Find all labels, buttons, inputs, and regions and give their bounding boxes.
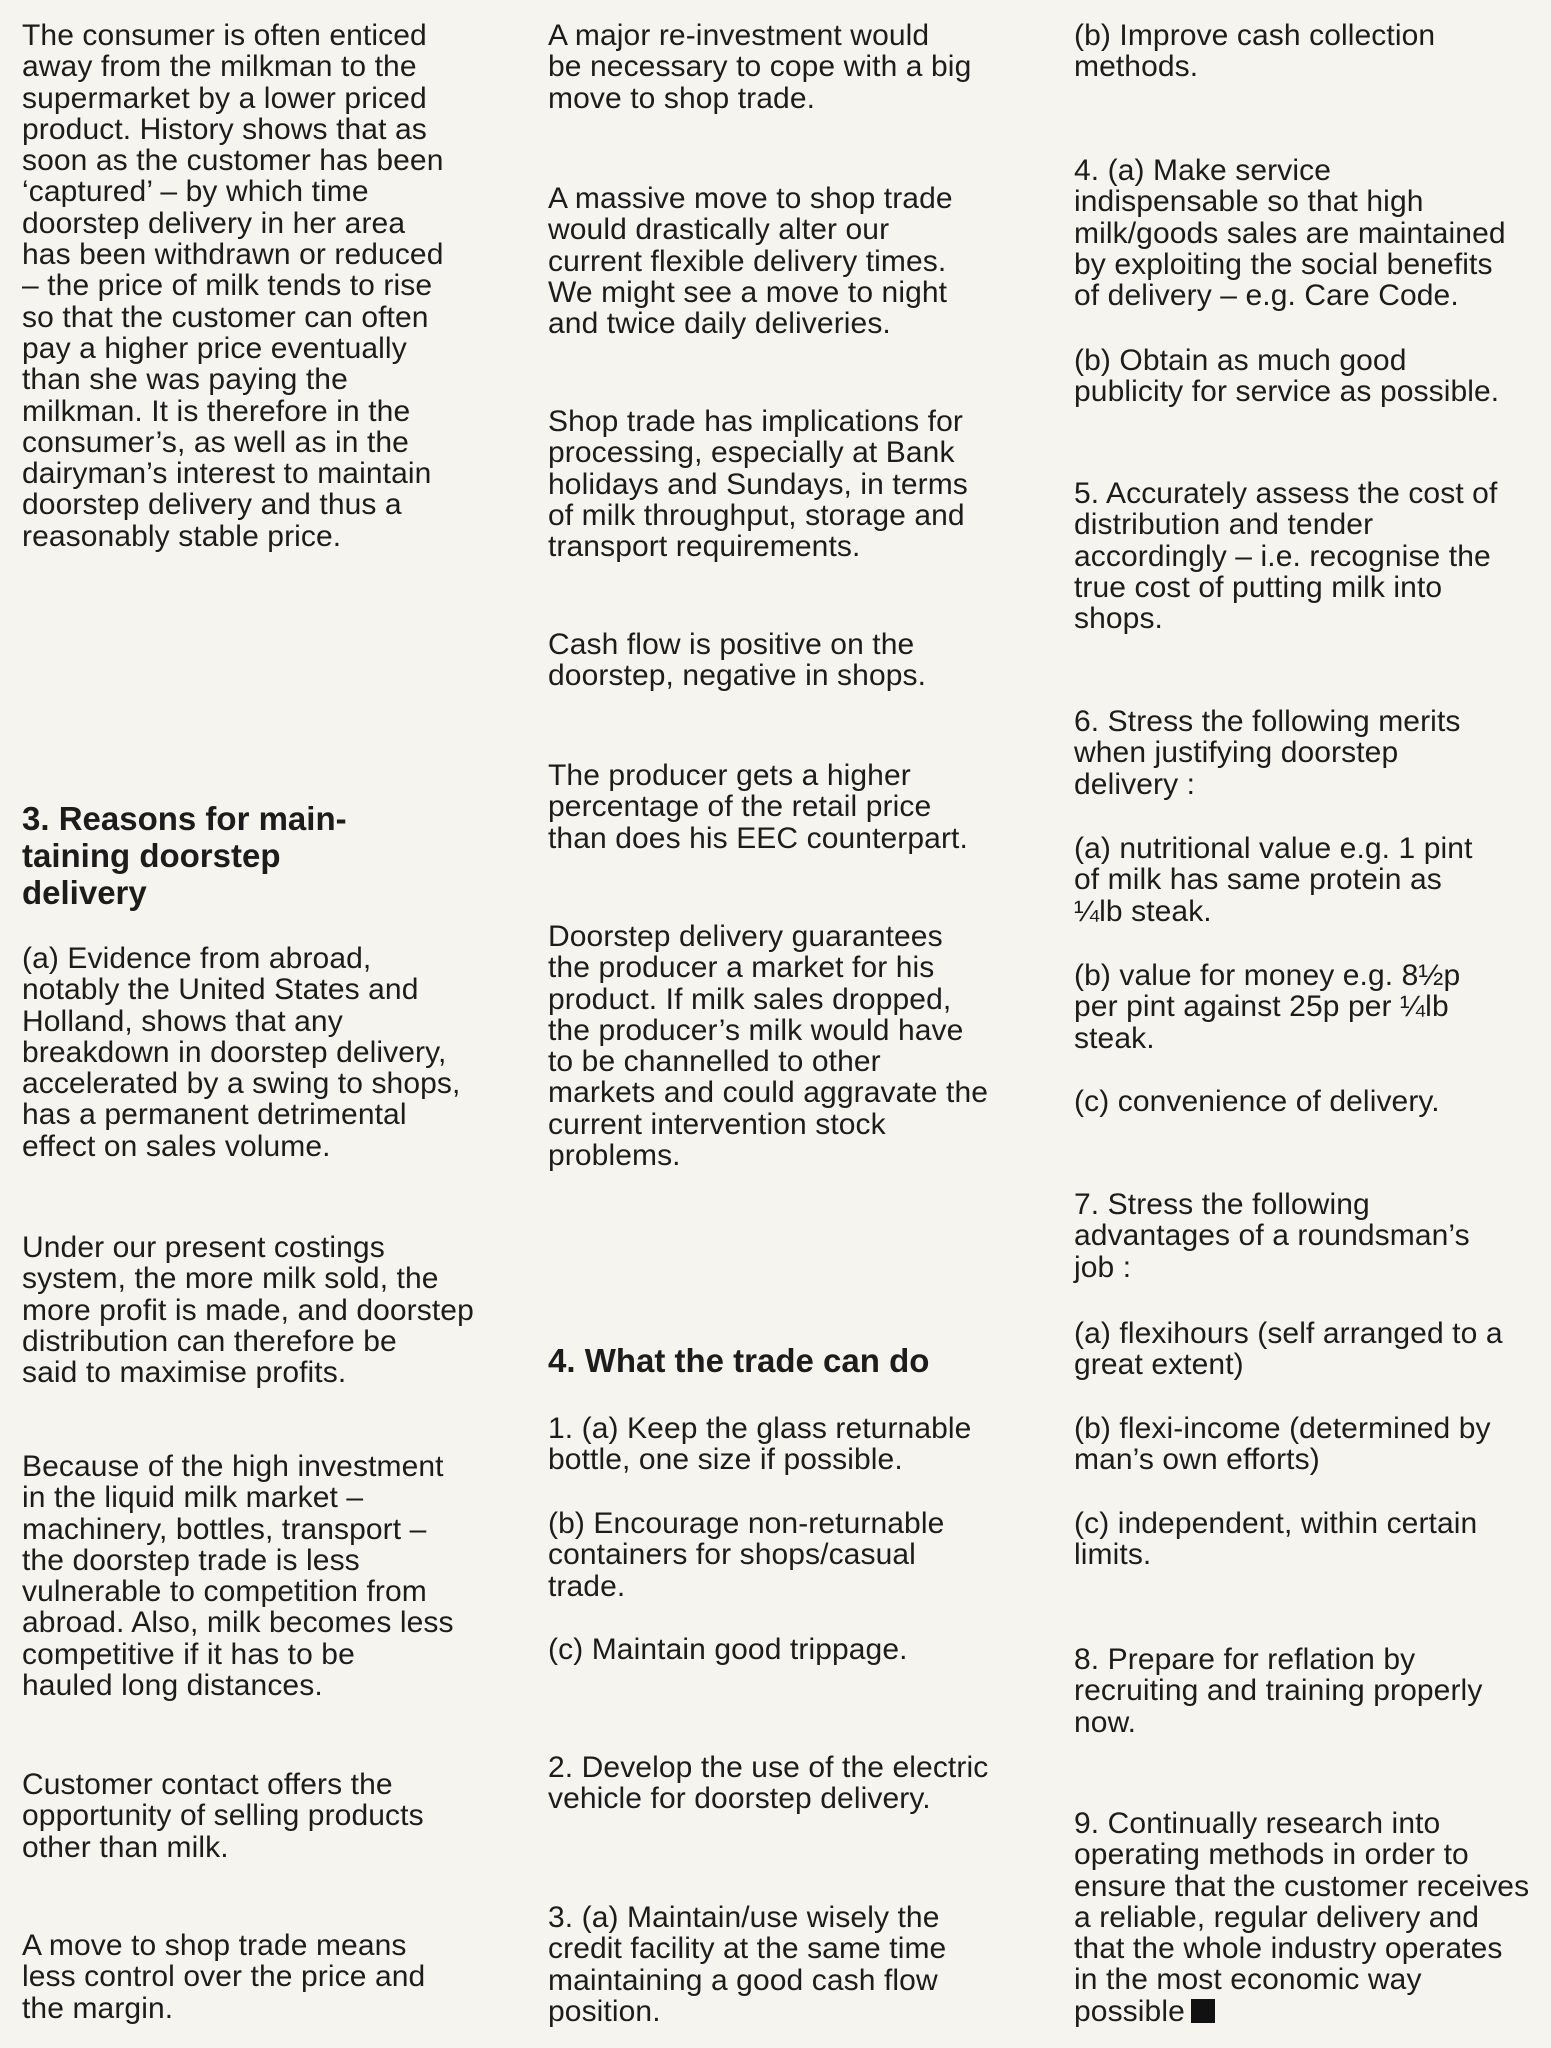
paragraph-cash-flow: Cash flow is positive on the doorstep, negative in shops. [548, 628, 927, 693]
paragraph-item-4b: (b) Obtain as much good publicity for service as possible. [1074, 344, 1500, 409]
paragraph-producer-share: The producer gets a higher percentage of the retail price than does his EEC counterpart. [548, 759, 968, 855]
paragraph-evidence-abroad: (a) Evidence from abroad, notably the United States and Holland, shows that any breakdown in doorstep delivery, accelerated by a swing to shops, has a permanent detrimental effect on sales volume. [22, 942, 461, 1163]
paragraph-item-2: 2. Develop the use of the electric vehicle for doorstep delivery. [548, 1751, 989, 1816]
paragraph-item-7c: (c) independent, within certain limits. [1074, 1507, 1478, 1572]
paragraph-item-6b: (b) value for money e.g. 8½p per pint against 25p per ¼lb steak. [1074, 959, 1461, 1055]
section-heading-3: 3. Reasons for main- taining doorstep delivery [22, 800, 347, 911]
paragraph-producer-market: Doorstep delivery guarantees the producer a market for his product. If milk sales dropped, the producer’s milk would have to be channelled to other markets and could aggravate the current intervention stock problems. [548, 920, 989, 1173]
paragraph-item-6c: (c) convenience of delivery. [1074, 1085, 1440, 1118]
paragraph-item-7: 7. Stress the following advantages of a roundsman’s job : [1074, 1188, 1470, 1284]
paragraph-item-4a: 4. (a) Make service indispensable so that high milk/goods sales are maintained by exploiting the social benefits of delivery – e.g. Care Code. [1074, 154, 1506, 313]
paragraph-item-6a: (a) nutritional value e.g. 1 pint of milk has same protein as ¼lb steak. [1074, 832, 1473, 928]
paragraph-costings-system: Under our present costings system, the more milk sold, the more profit is made, and doorstep distribution can therefore be said to maximise profits. [22, 1231, 474, 1390]
paragraph-item-1a: 1. (a) Keep the glass returnable bottle, one size if possible. [548, 1412, 972, 1477]
paragraph-item-6: 6. Stress the following merits when justifying doorstep delivery : [1074, 705, 1461, 801]
end-of-article-square-icon [1191, 1999, 1215, 2023]
paragraph-item-9: 9. Continually research into operating methods in order to ensure that the customer receives a reliable, regular delivery and that the whole industry operates in the most economic way possible [1074, 1807, 1530, 2028]
section-heading-4: 4. What the trade can do [548, 1342, 930, 1379]
paragraph-massive-move: A massive move to shop trade would drastically alter our current flexible delivery times. We might see a move to night and twice daily deliveries. [548, 182, 953, 341]
paragraph-consumer-enticed: The consumer is often enticed away from the milkman to the supermarket by a lower priced product. History shows that as soon as the customer has been ‘captured’ – by which time doorstep delivery in her area has been withdrawn or reduced – the price of milk tends to rise so that the customer can often pay a higher price eventually than she was paying the milkman. It is therefore in the consumer’s, as well as in the dairyman’s interest to maintain doorstep delivery and thus a reasonably stable price. [22, 19, 444, 553]
paragraph-shop-implications: Shop trade has implications for processing, especially at Bank holidays and Sundays, in terms of milk throughput, storage and transport requirements. [548, 405, 968, 564]
paragraph-high-investment: Because of the high investment in the liquid milk market – machinery, bottles, transport – the doorstep trade is less vulnerable to competition from abroad. Also, milk becomes less competitive if it has to be hauled long distances. [22, 1450, 454, 1703]
paragraph-customer-contact: Customer contact offers the opportunity of selling products other than milk. [22, 1768, 424, 1864]
paragraph-item-7a: (a) flexihours (self arranged to a great extent) [1074, 1317, 1503, 1382]
paragraph-item-9-block [1074, 1808, 1529, 2027]
paragraph-item-7b: (b) flexi-income (determined by man’s own efforts) [1074, 1412, 1491, 1477]
paragraph-reinvestment: A major re-investment would be necessary to cope with a big move to shop trade. [548, 19, 972, 115]
paragraph-item-3b: (b) Improve cash collection methods. [1074, 19, 1436, 84]
paragraph-shop-trade-control: A move to shop trade means less control over the price and the margin. [22, 1929, 426, 2025]
paragraph-item-8: 8. Prepare for reflation by recruiting and training properly now. [1074, 1643, 1483, 1739]
paragraph-item-1c: (c) Maintain good trippage. [548, 1633, 908, 1666]
paragraph-item-5: 5. Accurately assess the cost of distribution and tender accordingly – i.e. recognise the true cost of putting milk into shops. [1074, 477, 1498, 636]
paragraph-item-1b: (b) Encourage non-returnable containers for shops/casual trade. [548, 1507, 945, 1603]
paragraph-item-3a: 3. (a) Maintain/use wisely the credit facility at the same time maintaining a good cash flow position. [548, 1901, 947, 2028]
